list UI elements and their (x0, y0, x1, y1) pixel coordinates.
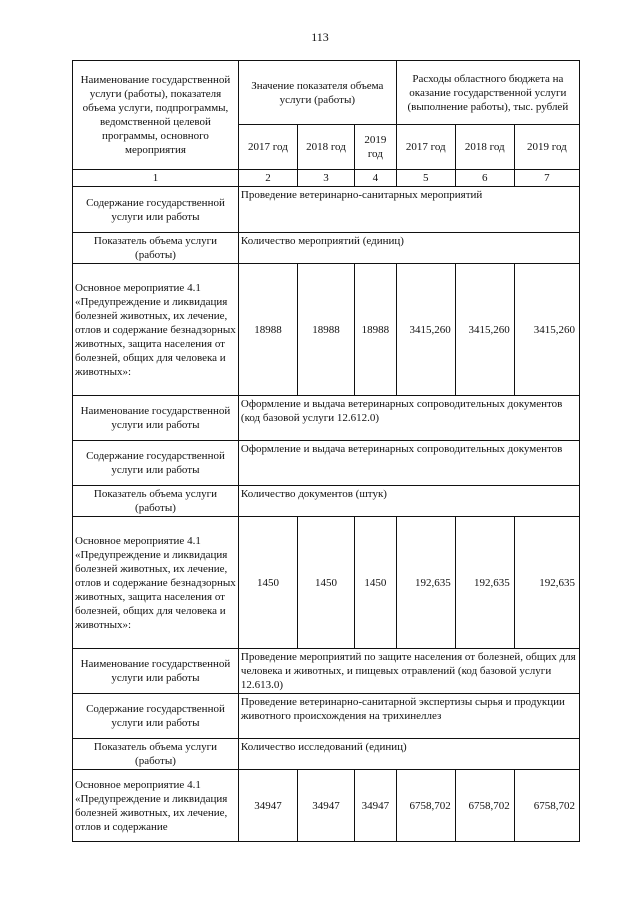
header-value-group: Значение показателя объема услуги (работы) (238, 61, 396, 125)
row-label: Показатель объема услуги (работы) (73, 739, 239, 770)
row-text: Оформление и выдача ветеринарных сопроводительных документов (код базовой услуги 12.612.0) (238, 396, 579, 441)
column-number: 7 (514, 170, 579, 187)
row-text: Оформление и выдача ветеринарных сопроводительных документов (238, 441, 579, 486)
value-cell: 192,635 (514, 517, 579, 649)
value-cell: 1450 (238, 517, 297, 649)
row-label: Показатель объема услуги (работы) (73, 486, 239, 517)
table-row (73, 486, 580, 517)
row-text: Проведение ветеринарно-санитарных мероприятий (238, 187, 579, 233)
row-text: Проведение ветеринарно-санитарной экспертизы сырья и продукции животного происхождения на трихинеллез (238, 694, 579, 739)
year-cell: 2019 год (514, 125, 579, 170)
table-row (73, 649, 580, 694)
row-label: Наименование государственной услуги или работы (73, 396, 239, 441)
row-label: Содержание государственной услуги или работы (73, 694, 239, 739)
row-label: Содержание государственной услуги или работы (73, 441, 239, 486)
value-cell: 1450 (354, 517, 396, 649)
page-number: 113 (311, 30, 329, 44)
row-label: Показатель объема услуги (работы) (73, 233, 239, 264)
value-cell: 192,635 (455, 517, 514, 649)
year-cell: 2017 год (238, 125, 297, 170)
table-row (73, 187, 580, 233)
row-label: Содержание государственной услуги или работы (73, 187, 239, 233)
value-cell: 18988 (297, 264, 354, 396)
row-text: Количество мероприятий (единиц) (238, 233, 579, 264)
row-text: Проведение мероприятий по защите населения от болезней, общих для человека и животных, и пищевых отравлений (код базовой услуги 12.613.0) (238, 649, 579, 694)
value-cell: 3415,260 (514, 264, 579, 396)
year-cell: 2018 год (297, 125, 354, 170)
value-cell: 34947 (297, 770, 354, 842)
column-number: 5 (396, 170, 455, 187)
row-text: Количество документов (штук) (238, 486, 579, 517)
budget-table (72, 60, 580, 842)
year-cell: 2018 год (455, 125, 514, 170)
year-cell: 2017 год (396, 125, 455, 170)
value-cell: 34947 (238, 770, 297, 842)
column-number: 4 (354, 170, 396, 187)
value-cell: 34947 (354, 770, 396, 842)
table-row (73, 396, 580, 441)
year-cell: 2019 год (354, 125, 396, 170)
row-text: Количество исследований (единиц) (238, 739, 579, 770)
value-cell: 6758,702 (455, 770, 514, 842)
table-row (73, 441, 580, 486)
column-number: 3 (297, 170, 354, 187)
table-row (73, 739, 580, 770)
row-label: Основное мероприятие 4.1 «Предупреждение и ликвидация болезней животных, их лечение, отлов и содержание (73, 770, 239, 842)
row-label: Основное мероприятие 4.1 «Предупреждение и ликвидация болезней животных, их лечение, отлов и содержание безнадзорных животных, защита населения от болезней, общих для человека и животных»: (73, 517, 239, 649)
value-cell: 1450 (297, 517, 354, 649)
header-name-cell: Наименование государственной услуги (работы), показателя объема услуги, подпрограммы, ведомственной целевой программы, основного мероприятия (73, 61, 239, 170)
value-cell: 18988 (354, 264, 396, 396)
table-row (73, 264, 580, 396)
column-number: 1 (73, 170, 239, 187)
value-cell: 6758,702 (514, 770, 579, 842)
table-row (73, 517, 580, 649)
row-label: Основное мероприятие 4.1 «Предупреждение и ликвидация болезней животных, их лечение, отлов и содержание безнадзорных животных, защита населения от болезней, общих для человека и животных»: (73, 264, 239, 396)
header-row (73, 61, 580, 125)
value-cell: 3415,260 (396, 264, 455, 396)
table-row (73, 694, 580, 739)
table-row (73, 233, 580, 264)
value-cell: 192,635 (396, 517, 455, 649)
table-row (73, 770, 580, 842)
row-label: Наименование государственной услуги или работы (73, 649, 239, 694)
value-cell: 6758,702 (396, 770, 455, 842)
value-cell: 3415,260 (455, 264, 514, 396)
value-cell: 18988 (238, 264, 297, 396)
column-numbers-row (73, 170, 580, 187)
column-number: 6 (455, 170, 514, 187)
column-number: 2 (238, 170, 297, 187)
header-expense-group: Расходы областного бюджета на оказание государственной услуги (выполнение работы), тыс. рублей (396, 61, 579, 125)
